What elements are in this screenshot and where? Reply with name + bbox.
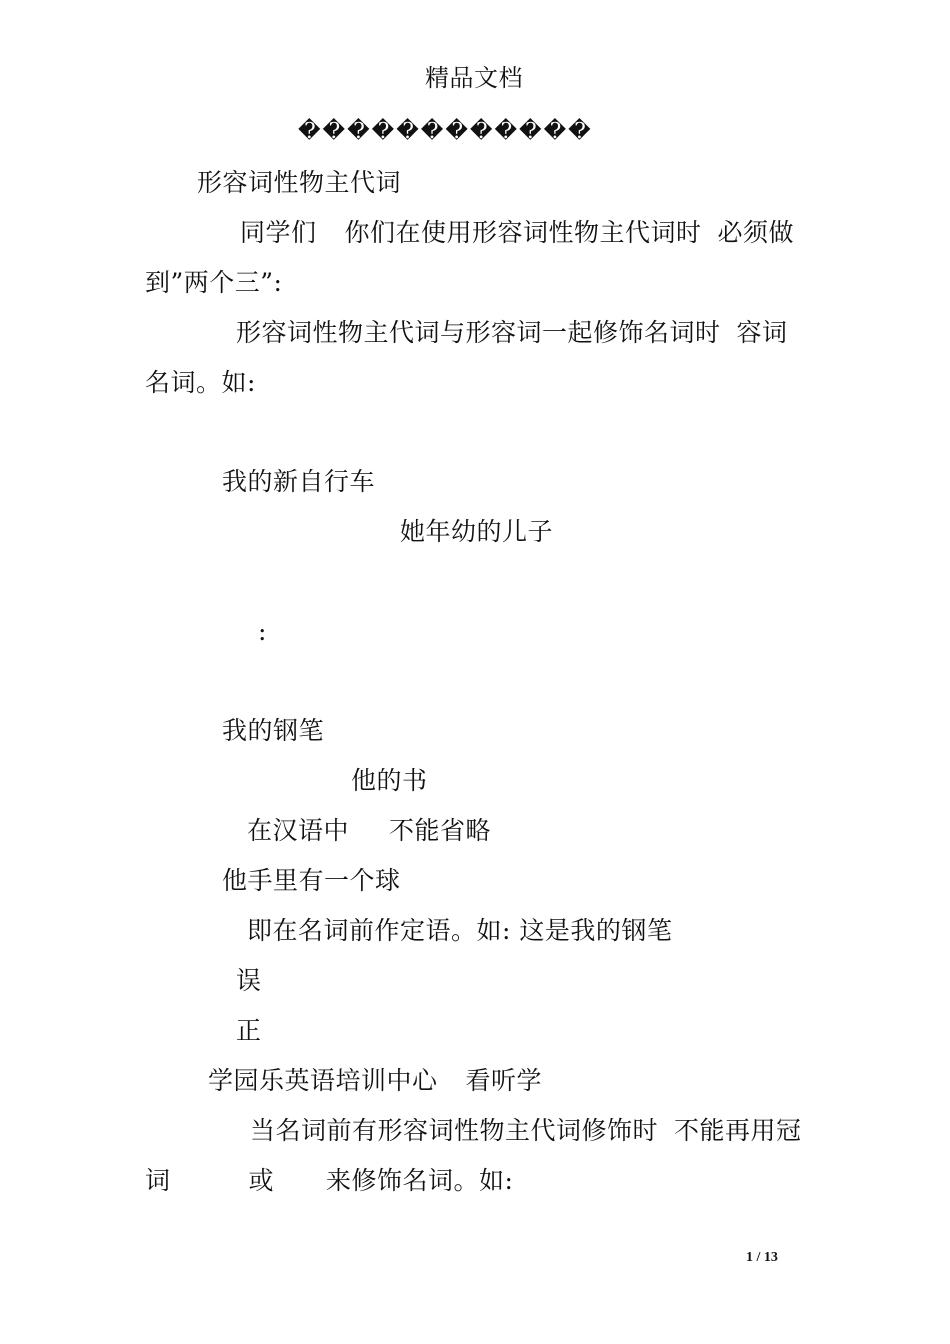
page-number: 1 / 13 xyxy=(746,1250,778,1265)
text-segment: 你们在使用形容词性物主代词时 xyxy=(344,218,702,247)
page-header-title: 精品文档 xyxy=(425,64,523,92)
text-segment: 学园乐英语培训中心 xyxy=(208,1066,438,1095)
text-segment: 形容词性物主代词与形容词一起修饰名词时 xyxy=(236,318,721,347)
paragraph-4-line-1 xyxy=(250,1116,802,1146)
correct-label: 正 xyxy=(236,1016,262,1045)
example-line: 他手里有一个球 xyxy=(222,866,401,895)
text-segment: 看听学 xyxy=(465,1066,543,1095)
text-segment: 必须做 xyxy=(717,218,795,247)
text-segment: 容词 xyxy=(736,318,788,347)
text-segment: 词 xyxy=(145,1166,171,1195)
paragraph-4-line-2 xyxy=(145,1166,513,1196)
paragraph-2-line-1 xyxy=(236,318,788,348)
paragraph-1-line-2: 到”两个三”: xyxy=(145,268,283,297)
text-segment: 来修饰名词。如: xyxy=(326,1166,514,1195)
example-line: 我的新自行车 xyxy=(222,467,376,496)
colon-line: : xyxy=(258,617,267,646)
text-segment: 不能再用冠 xyxy=(674,1116,802,1145)
paragraph-3-line: 即在名词前作定语。如: 这是我的钢笔 xyxy=(247,916,673,945)
text-segment: 当名词前有形容词性物主代词修饰时 xyxy=(250,1116,659,1145)
note-line xyxy=(247,816,491,846)
paragraph-1-line-1 xyxy=(240,218,794,248)
text-segment: 同学们 xyxy=(240,218,317,247)
wrong-label: 误 xyxy=(236,966,262,995)
example-line: 她年幼的儿子 xyxy=(400,517,554,546)
text-segment: 或 xyxy=(248,1166,275,1195)
garbled-title: ������������ xyxy=(298,119,593,144)
paragraph-2-line-2: 名词。如: xyxy=(145,368,256,397)
section-heading: 形容词性物主代词 xyxy=(197,168,402,197)
example-line: 他的书 xyxy=(351,766,428,795)
example-line: 我的钢笔 xyxy=(222,716,325,745)
text-segment: 在汉语中 xyxy=(247,816,350,845)
text-segment: 不能省略 xyxy=(389,816,492,845)
footer-line xyxy=(208,1066,542,1096)
